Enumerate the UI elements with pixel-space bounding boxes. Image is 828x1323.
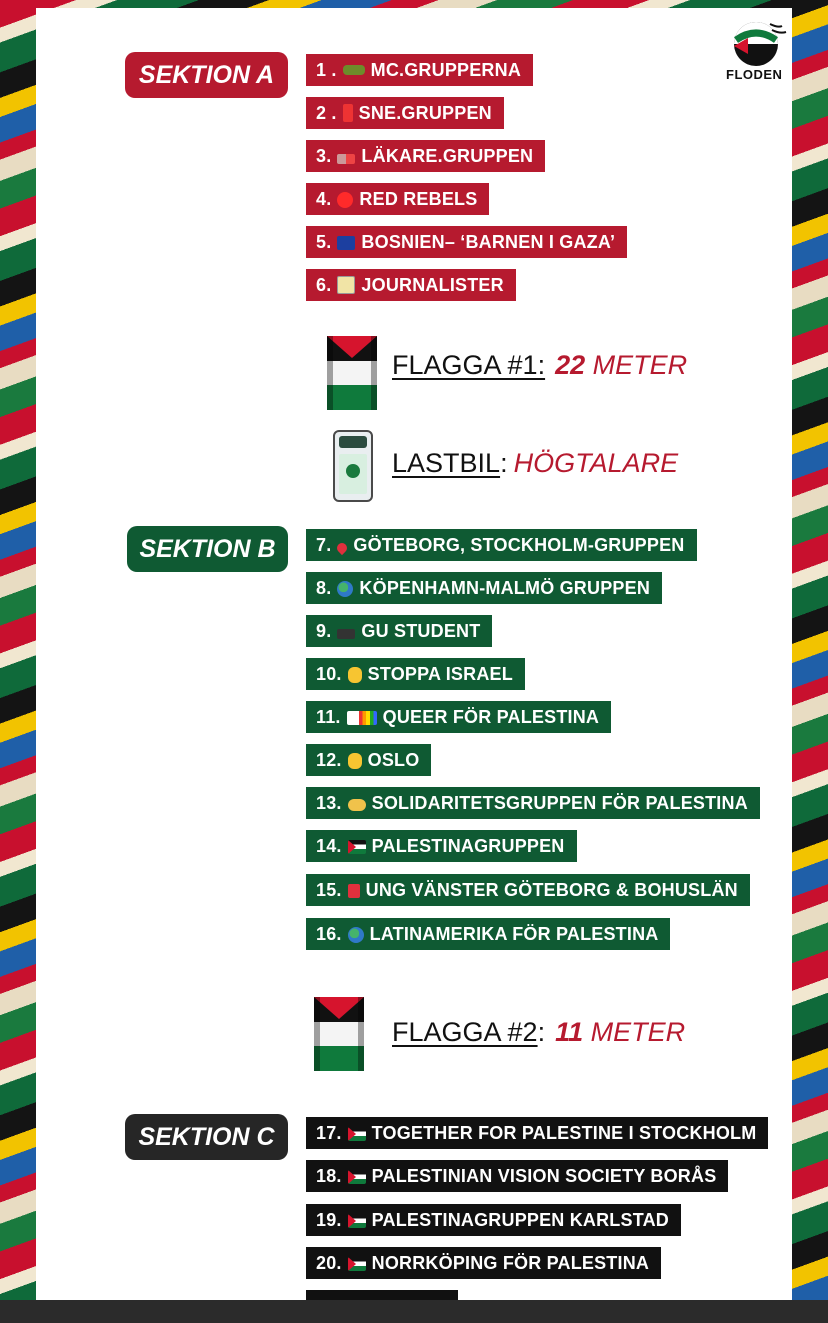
list-item: 10. STOPPA ISRAEL bbox=[306, 658, 525, 690]
item-label: SNE.GRUPPEN bbox=[358, 103, 492, 123]
item-label: PALESTINAGRUPPEN bbox=[371, 836, 565, 856]
red-bar-icon bbox=[343, 104, 353, 122]
item-label: PALESTINIAN VISION SOCIETY BORÅS bbox=[371, 1166, 717, 1186]
bosnia-flag-icon bbox=[337, 236, 355, 250]
red-circle-icon bbox=[337, 192, 353, 208]
bottom-bar bbox=[0, 1300, 828, 1323]
item-label: PALESTINAGRUPPEN KARLSTAD bbox=[371, 1210, 669, 1230]
item-label: NORRKÖPING FÖR PALESTINA bbox=[371, 1253, 650, 1273]
item-label: OSLO bbox=[367, 750, 420, 770]
list-item: 13. SOLIDARITETSGRUPPEN FÖR PALESTINA bbox=[306, 787, 760, 819]
list-item: 7. GÖTEBORG, STOCKHOLM-GRUPPEN bbox=[306, 529, 697, 561]
list-item: 17. TOGETHER FOR PALESTINE I STOCKHOLM bbox=[306, 1117, 768, 1149]
item-label: KÖPENHAMN-MALMÖ GRUPPEN bbox=[359, 578, 651, 598]
item-label: LATINAMERIKA FÖR PALESTINA bbox=[369, 924, 659, 944]
rainbow-flag-icon bbox=[347, 711, 377, 725]
palestine-flag-icon bbox=[348, 840, 366, 854]
section-a-badge: SEKTION A bbox=[125, 52, 288, 98]
list-item: 18. PALESTINIAN VISION SOCIETY BORÅS bbox=[306, 1160, 728, 1192]
section-b-badge: SEKTION B bbox=[127, 526, 288, 572]
globe-icon bbox=[337, 581, 353, 597]
list-item: 11. QUEER FÖR PALESTINA bbox=[306, 701, 611, 733]
flag-1-headline: FLAGGA #1: 22 METER bbox=[392, 350, 688, 380]
item-label: STOPPA ISRAEL bbox=[367, 664, 513, 684]
item-label: TOGETHER FOR PALESTINE I STOCKHOLM bbox=[371, 1123, 757, 1143]
stethoscope-icon bbox=[337, 154, 355, 164]
item-label: GÖTEBORG, STOCKHOLM-GRUPPEN bbox=[353, 535, 685, 555]
logo-text: FLODEN bbox=[726, 67, 783, 82]
memo-icon bbox=[337, 276, 355, 294]
fist-icon bbox=[348, 753, 362, 769]
palestine-flag-icon bbox=[348, 1214, 366, 1228]
item-label: RED REBELS bbox=[359, 189, 478, 209]
list-item: 2 . SNE.GRUPPEN bbox=[306, 97, 504, 129]
list-item: 8. KÖPENHAMN-MALMÖ GRUPPEN bbox=[306, 572, 662, 604]
list-item: 4. RED REBELS bbox=[306, 183, 489, 215]
list-item: 5. BOSNIEN– ‘BARNEN I GAZA’ bbox=[306, 226, 627, 258]
palestine-flag-icon bbox=[348, 1127, 366, 1141]
list-item: 3. LÄKARE.GRUPPEN bbox=[306, 140, 545, 172]
list-item: 16. LATINAMERIKA FÖR PALESTINA bbox=[306, 918, 670, 950]
item-label: LÄKARE.GRUPPEN bbox=[361, 146, 534, 166]
list-item: 20. NORRKÖPING FÖR PALESTINA bbox=[306, 1247, 661, 1279]
palestine-flag-icon bbox=[314, 997, 364, 1071]
list-item: 14. PALESTINAGRUPPEN bbox=[306, 830, 577, 862]
handshake-icon bbox=[348, 799, 366, 811]
list-item: 19. PALESTINAGRUPPEN KARLSTAD bbox=[306, 1204, 681, 1236]
palestine-flag-icon bbox=[348, 1170, 366, 1184]
truck-headline: LASTBIL: HÖGTALARE bbox=[392, 448, 679, 478]
section-c-badge: SEKTION C bbox=[125, 1114, 288, 1160]
raised-hand-icon bbox=[348, 667, 362, 683]
list-item: 1 . MC.GRUPPERNA bbox=[306, 54, 533, 86]
motorcycle-icon bbox=[343, 65, 365, 75]
list-item: 9. GU STUDENT bbox=[306, 615, 492, 647]
list-item: 12. OSLO bbox=[306, 744, 431, 776]
flag-2-headline: FLAGGA #2: 11 METER bbox=[392, 1017, 686, 1047]
list-item: 6. JOURNALISTER bbox=[306, 269, 516, 301]
item-label: SOLIDARITETSGRUPPEN FÖR PALESTINA bbox=[371, 793, 748, 813]
item-label: JOURNALISTER bbox=[361, 275, 504, 295]
globe-icon bbox=[348, 927, 364, 943]
item-label: UNG VÄNSTER GÖTEBORG & BOHUSLÄN bbox=[365, 880, 738, 900]
graduation-cap-icon bbox=[337, 629, 355, 639]
palestine-flag-icon bbox=[348, 1257, 366, 1271]
pin-icon bbox=[335, 541, 349, 555]
item-label: MC.GRUPPERNA bbox=[370, 60, 522, 80]
truck-icon bbox=[333, 430, 373, 502]
item-label: QUEER FÖR PALESTINA bbox=[382, 707, 600, 727]
item-label: GU STUDENT bbox=[361, 621, 481, 641]
list-item: 15. UNG VÄNSTER GÖTEBORG & BOHUSLÄN bbox=[306, 874, 750, 906]
palestine-flag-icon bbox=[327, 336, 377, 410]
red-flag-icon bbox=[348, 884, 360, 898]
item-label: BOSNIEN– ‘BARNEN I GAZA’ bbox=[361, 232, 616, 252]
